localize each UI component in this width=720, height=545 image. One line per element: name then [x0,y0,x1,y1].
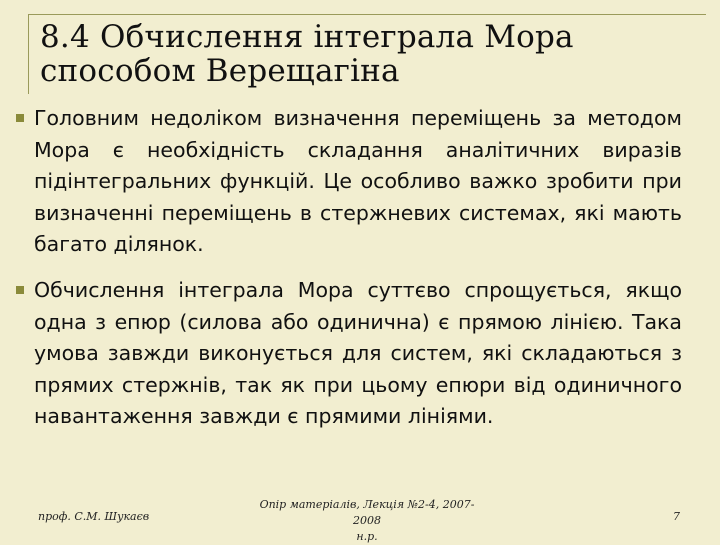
footer-author: проф. С.М. Шукаєв [38,510,150,523]
footer-course [252,497,482,545]
paragraph-1: Головним недоліком визначення переміщень за методом Мора є необхідність складання аналітичних виразів підінтегральних функцій. Це особливо важко зробити при визначенні переміщень в стержневих системах, які мають багато ділянок. [34,106,682,256]
slide-title: 8.4 Обчислення інтеграла Мора способом Верещагіна [40,19,574,89]
bullet-square-icon [16,114,24,122]
paragraph-2: Обчислення інтеграла Мора суттєво спрощується, якщо одна з епюр (силова або одинична) є прямою лінією. Така умова завжди виконується для систем, які складаються з прямих стержнів, так як при цьому епюри від одиничного навантаження завжди є прямими лініями. [34,278,682,428]
footer-course-line1: Опір матеріалів, Лекція №2-4, 2007-2008 [259,498,475,527]
footer-course-line2: н.р. [356,530,378,543]
page-number: 7 [673,510,680,523]
title-rule-top [28,14,706,15]
title-rule-left [28,14,29,94]
bullet-square-icon [16,286,24,294]
